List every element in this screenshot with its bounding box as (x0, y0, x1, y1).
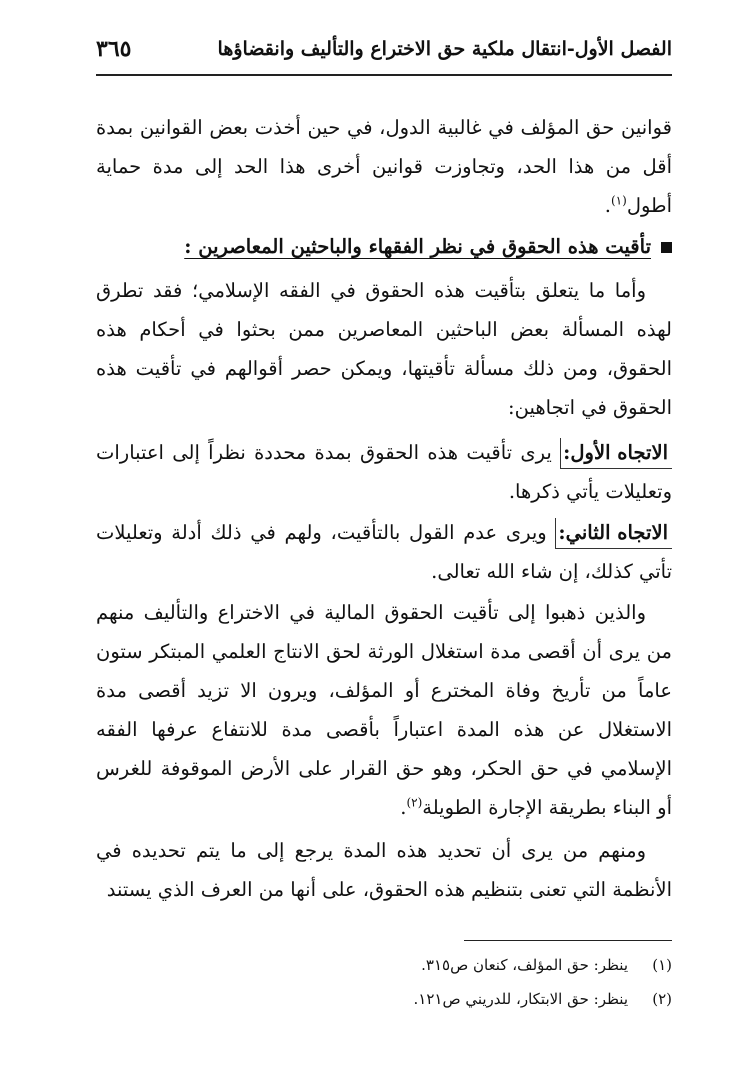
footnote-ref-1: (١) (610, 193, 627, 208)
footnote-ref-2: (٢) (406, 795, 423, 810)
footnote-item (96, 948, 672, 982)
main-text (96, 108, 672, 909)
section-heading-text: تأقيت هذه الحقوق في نظر الفقهاء والباحثين المعاصرين : (184, 235, 651, 258)
chapter-title: الفصل الأول-انتقال ملكية حق الاختراع والتأليف وانقضاؤها (217, 38, 672, 60)
paragraph-1 (96, 108, 672, 225)
direction-2-text: ويرى عدم القول بالتأقيت، ولهم في ذلك أدلة وتعليلات تأتي كذلك، إن شاء الله تعالى. (96, 521, 672, 583)
paragraph-4: ومنهم من يرى أن تحديد هذه المدة يرجع إلى ما يتم تحديده في الأنظمة التي تعنى بتنظيم هذه الحقوق، على أنها من العرف الذي يستند (96, 839, 672, 901)
page-number: ٣٦٥ (96, 36, 132, 62)
paragraph-3-text: والذين ذهبوا إلى تأقيت الحقوق المالية في الاختراع والتأليف منهم من يرى أن أقصى مدة استغلال الورثة لحق الانتاج العلمي المبتكر ستون عاماً من تأريخ وفاة المخترع أو المؤلف، ويرون الا تزيد أقصى مدة الاستغلال عن هذه المدة اعتباراً بأقصى مدة للانتفاع عرفها الفقه الإسلامي في حق الحكر، وهو حق القرار على الأرض الموقوفة للغرس أو البناء بطريقة الإجارة الطويلة (96, 601, 672, 819)
footnotes (96, 948, 672, 1016)
paragraph-1-text: قوانين حق المؤلف في غالبية الدول، في حين أخذت بعض القوانين بمدة أقل من هذا الحد، وتجاوزت قوانين أخرى هذا الحد إلى مدة حماية أطول (96, 116, 672, 217)
paragraph-3 (96, 593, 672, 827)
direction-2-label: الاتجاه الثاني: (555, 518, 672, 549)
footnote-number: (٢) (652, 990, 672, 1008)
direction-1-label: الاتجاه الأول: (560, 438, 672, 469)
paragraph-1-end: . (604, 194, 611, 217)
paragraph-3-end: . (400, 796, 407, 819)
footnote-item (96, 982, 672, 1016)
paragraph-2: وأما ما يتعلق بتأقيت هذه الحقوق في الفقه الإسلامي؛ فقد تطرق لهذه المسألة بعض الباحثين المعاصرين ممن بحثوا في أحكام هذه الحقوق، ومن ذلك مسألة تأقيتها، ويمكن حصر أقوالهم في تأقيت هذه الحقوق في اتجاهين: (96, 279, 672, 419)
footnote-text: ينظر: حق المؤلف، كنعان ص٣١٥. (421, 956, 628, 974)
footnote-divider (464, 940, 672, 941)
footnote-text: ينظر: حق الابتكار، للدريني ص١٢١. (413, 990, 628, 1008)
square-bullet-icon (661, 242, 672, 253)
direction-2 (96, 513, 672, 591)
running-header (96, 34, 672, 76)
direction-1-text: يرى تأقيت هذه الحقوق بمدة محددة نظراً إلى اعتبارات وتعليلات يأتي ذكرها. (96, 441, 672, 503)
footnote-number: (١) (652, 956, 672, 974)
direction-1 (96, 433, 672, 511)
section-heading (96, 227, 672, 267)
